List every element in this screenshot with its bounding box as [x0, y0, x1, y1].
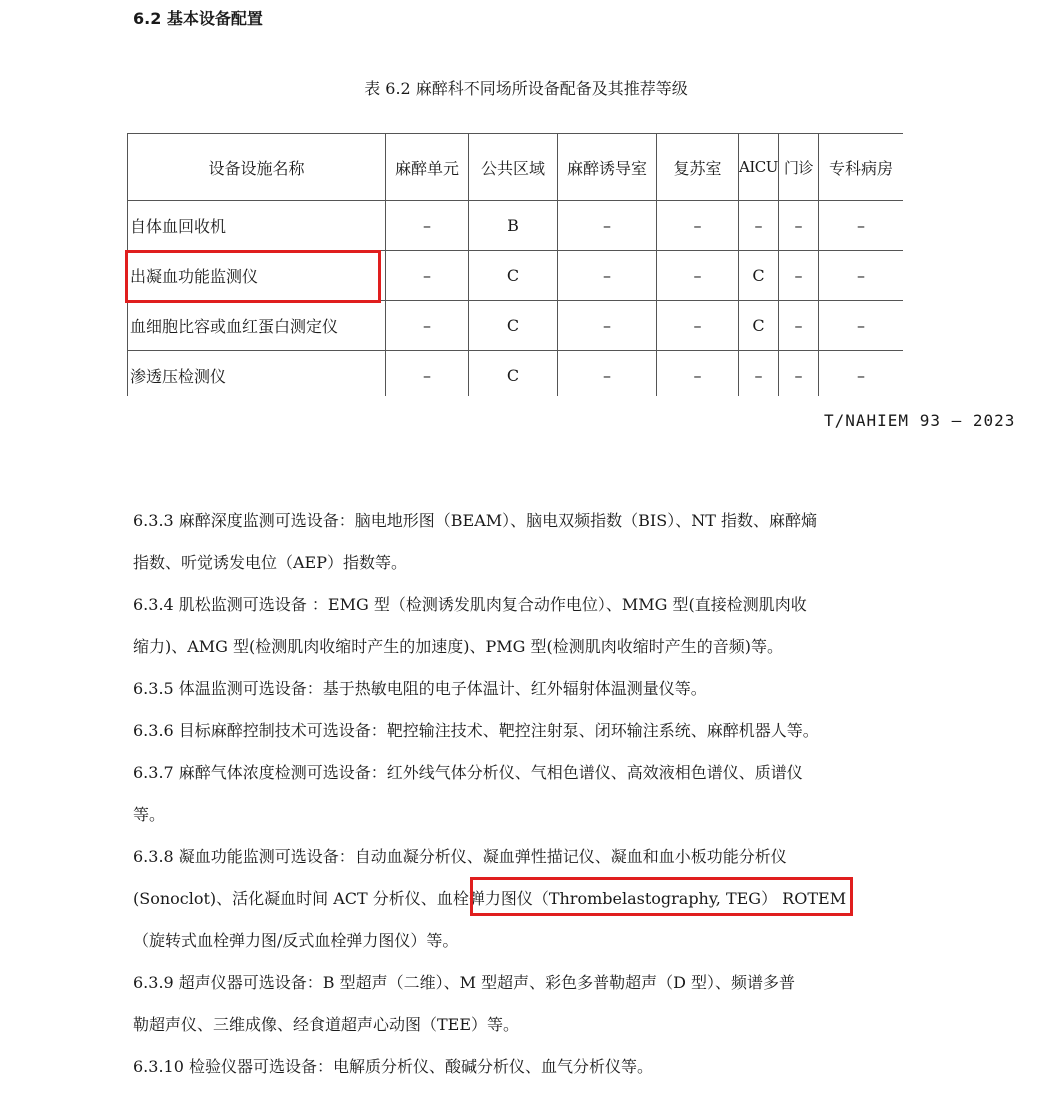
- paragraph-6-3-6: [133, 710, 923, 752]
- header-cell: 复苏室: [657, 134, 739, 201]
- paragraph-line: 缩力)、AMG 型(检测肌肉收缩时产生的加速度)、PMG 型(检测肌肉收缩时产生的音频)等。: [133, 637, 784, 656]
- header-cell: 门诊: [779, 134, 819, 201]
- table-cell: C: [469, 301, 558, 351]
- table-cell: –: [386, 201, 469, 251]
- paragraph-line: （旋转式血栓弹力图/反式血栓弹力图仪）等。: [133, 931, 459, 950]
- table-cell: C: [469, 251, 558, 301]
- table-cell: –: [779, 201, 819, 251]
- paragraph-line: 6.3.6 目标麻醉控制技术可选设备：靶控输注技术、靶控注射泵、闭环输注系统、麻醉机器人等。: [133, 721, 819, 740]
- table-cell: –: [819, 351, 904, 397]
- highlight-box-table-row: [125, 250, 381, 303]
- table-cell: –: [657, 201, 739, 251]
- table-cell: 出凝血功能监测仪: [128, 251, 386, 301]
- table-header-row: [128, 134, 904, 201]
- table-cell: C: [739, 251, 779, 301]
- table-cell: C: [739, 301, 779, 351]
- paragraph-6-3-7: [133, 752, 923, 836]
- paragraph-line: 6.3.9 超声仪器可选设备：B 型超声（二维）、M 型超声、彩色多普勒超声（D 型）、频谱多普: [133, 973, 796, 992]
- paragraph-6-3-3: [133, 500, 923, 584]
- paragraph-line: 6.3.4 肌松监测可选设备 ：EMG 型（检测诱发肌肉复合动作电位）、MMG 型(直接检测肌肉收: [133, 595, 807, 614]
- table-row: [128, 351, 904, 397]
- table-row: [128, 301, 904, 351]
- paragraph-line-segment: ROTEM: [777, 889, 847, 908]
- table-cell: –: [386, 301, 469, 351]
- paragraph-6-3-5: [133, 668, 923, 710]
- header-cell: 设备设施名称: [128, 134, 386, 201]
- table-cell: –: [819, 251, 904, 301]
- paragraph-6-3-9: [133, 962, 923, 1046]
- document-code: T/NAHIEM 93 — 2023: [824, 411, 1016, 430]
- table-cell: –: [558, 351, 657, 397]
- paragraph-line: 6.3.7 麻醉气体浓度检测可选设备：红外线气体分析仪、气相色谱仪、高效液相色谱仪、质谱仪: [133, 763, 803, 782]
- table-cell: –: [819, 201, 904, 251]
- table-cell: C: [469, 351, 558, 397]
- table-cell: –: [779, 251, 819, 301]
- table-cell: –: [657, 301, 739, 351]
- table-cell: –: [558, 301, 657, 351]
- paragraph-line: 6.3.8 凝血功能监测可选设备：自动血凝分析仪、凝血弹性描记仪、凝血和血小板功能分析仪: [133, 847, 787, 866]
- table-cell: –: [558, 251, 657, 301]
- paragraph-line: 6.3.3 麻醉深度监测可选设备：脑电地形图（BEAM）、脑电双频指数（BIS）、NT 指数、麻醉熵: [133, 511, 817, 530]
- highlight-box-teg: [470, 877, 853, 916]
- paragraph-line: 勒超声仪、三维成像、经食道超声心动图（TEE）等。: [133, 1015, 520, 1034]
- paragraph-line: 6.3.5 体温监测可选设备：基于热敏电阻的电子体温计、红外辐射体温测量仪等。: [133, 679, 707, 698]
- table-cell: –: [739, 201, 779, 251]
- teg-highlighted-text: 血栓弹力图仪（Thrombelastography, TEG）: [436, 889, 778, 908]
- paragraph-line: 等。: [133, 805, 166, 824]
- table-cell: B: [469, 201, 558, 251]
- table-cell: 血细胞比容或血红蛋白测定仪: [128, 301, 386, 351]
- header-cell: AICU: [739, 134, 779, 201]
- table-caption: 表 6.2 麻醉科不同场所设备配备及其推荐等级: [364, 79, 688, 98]
- paragraph-line: 6.3.10 检验仪器可选设备：电解质分析仪、酸碱分析仪、血气分析仪等。: [133, 1057, 653, 1076]
- table-cell: –: [386, 251, 469, 301]
- paragraph-6-3-4: [133, 584, 923, 668]
- table-cell: –: [739, 351, 779, 397]
- table-cell: –: [779, 301, 819, 351]
- header-cell: 专科病房: [819, 134, 904, 201]
- table-cell: –: [779, 351, 819, 397]
- table-cell: –: [819, 301, 904, 351]
- header-cell: 公共区域: [469, 134, 558, 201]
- table-cell: –: [657, 351, 739, 397]
- table-cell: 自体血回收机: [128, 201, 386, 251]
- table-cell: 渗透压检测仪: [128, 351, 386, 397]
- paragraph-6-3-10: [133, 1046, 923, 1088]
- header-cell: 麻醉诱导室: [558, 134, 657, 201]
- section-heading: 6.2 基本设备配置: [133, 9, 263, 28]
- table-cell: –: [558, 201, 657, 251]
- table-cell: –: [657, 251, 739, 301]
- paragraph-line-segment: (Sonoclot)、活化凝血时间 ACT 分析仪、: [133, 889, 437, 908]
- table-cell: –: [386, 351, 469, 397]
- paragraph-line: 指数、听觉诱发电位（AEP）指数等。: [133, 553, 408, 572]
- header-cell: 麻醉单元: [386, 134, 469, 201]
- table-row: [128, 201, 904, 251]
